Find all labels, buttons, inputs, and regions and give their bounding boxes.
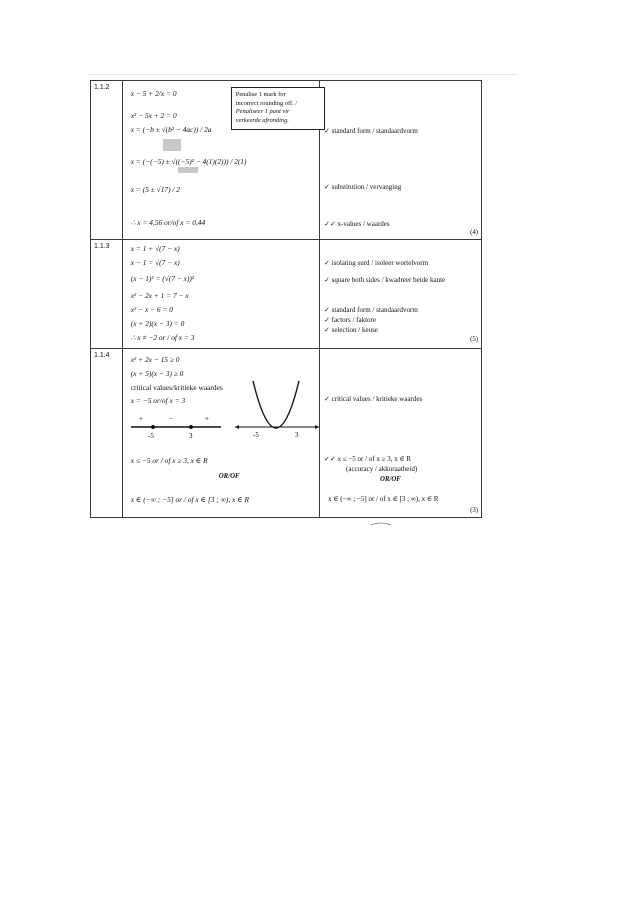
root-label: 3 (294, 431, 299, 439)
mark-line: ✓ critical values / kritieke waardes (324, 395, 423, 403)
number-line-diagram (123, 409, 323, 449)
mark-line: ✓ standard form / standaardvorm (324, 127, 418, 135)
mark-line: ✓ isolating surd / isoleer wortelvorm (324, 259, 429, 267)
critical-point-dot (151, 425, 155, 429)
sign-label: − (168, 415, 173, 423)
work-line: ∴ x ≠ −2 or / of x = 3 (130, 333, 195, 342)
work-line: x² + 2x − 15 ≥ 0 (130, 355, 180, 364)
question-number: 1.1.2 (91, 81, 123, 240)
work-line: x² − 2x + 1 = 7 − x (130, 291, 189, 300)
working-cell (122, 81, 319, 240)
mark-line: ✓✓ x-values / waardes (324, 220, 390, 228)
mark-line: x ∈ (−∞ ; −5] or / of x ∈ [3 ; ∞), x ∈ R (328, 495, 439, 503)
work-line: x² − x − 6 = 0 (130, 305, 173, 314)
marks-cell (320, 349, 482, 518)
root-label: -5 (252, 431, 259, 439)
work-line: x = (−(−5) ± √((−5)² − 4(1)(2))) / 2(1) (130, 157, 247, 166)
mark-line: ✓ substitution / vervanging (324, 183, 402, 191)
memo-row-1-1-2 (91, 81, 482, 240)
mark-line: (accuracy / akkuraatheid) (346, 465, 418, 473)
work-line: x ∈ (−∞ ; −5] or / of x ∈ [3 ; ∞), x ∈ R (130, 495, 249, 504)
scan-smudge (163, 139, 181, 151)
scan-smudge (178, 167, 198, 173)
mark-line: ✓ standard form / standaardvorm (324, 306, 418, 314)
mark-line: ✓ square both sides / kwadreer beide kante (324, 276, 446, 284)
or-separator: OR/OF (218, 473, 240, 480)
work-line: (x + 2)(x − 3) = 0 (130, 319, 185, 328)
question-number: 1.1.3 (91, 240, 123, 349)
axis-arrow-icon (315, 425, 319, 429)
top-divider (88, 74, 518, 75)
working-cell (122, 349, 319, 518)
penalty-note-box: Penalise 1 mark for incorrect rounding off. / Penaliseer 1 punt vir verkeerde afronding. (231, 87, 325, 130)
or-separator: OR/OF (380, 476, 401, 483)
sign-label: + (138, 415, 143, 423)
tick-label: -5 (147, 432, 154, 440)
parabola-curve (253, 381, 299, 428)
memo-table (90, 80, 482, 518)
question-number: 1.1.4 (91, 349, 123, 518)
work-line: (x − 1)² = (√(7 − x))² (130, 274, 195, 283)
work-line: x ≤ −5 or / of x ≥ 3, x ∈ R (130, 456, 208, 465)
mark-line: ✓ selection / keuse (324, 326, 378, 334)
tick-label: 3 (188, 432, 193, 440)
work-line: (x + 5)(x − 3) ≥ 0 (130, 369, 184, 378)
pencil-mark (370, 521, 392, 527)
work-line: critical values/kritieke waardes (130, 383, 223, 392)
work-line: x − 1 = √(7 − x) (130, 258, 180, 267)
sign-label: + (204, 415, 209, 423)
work-line: ∴ x = 4,56 or/of x = 0,44 (130, 218, 206, 227)
total-marks: (3) (470, 507, 478, 514)
working-cell (122, 240, 319, 349)
work-line: x = (−b ± √(b² − 4ac)) / 2a (130, 125, 212, 134)
mark-line: ✓ factors / faktore (324, 316, 376, 324)
work-line: x² − 5x + 2 = 0 (130, 111, 177, 120)
critical-point-dot (189, 425, 193, 429)
mark-line: ✓✓ x ≤ −5 or / of x ≥ 3, x ∈ R (324, 455, 412, 463)
memo-row-1-1-4 (91, 349, 482, 518)
axis-arrow-icon (235, 425, 239, 429)
marks-cell (320, 240, 482, 349)
marks-cell (320, 81, 482, 240)
total-marks: (5) (470, 336, 478, 343)
total-marks: (4) (470, 229, 478, 236)
work-line: x = −5 or/of x = 3 (130, 396, 186, 405)
work-line: x − 5 + 2/x = 0 (130, 89, 177, 98)
memo-row-1-1-3 (91, 240, 482, 349)
work-line: x = (5 ± √17) / 2 (130, 185, 180, 194)
work-line: x = 1 + √(7 − x) (130, 244, 180, 253)
